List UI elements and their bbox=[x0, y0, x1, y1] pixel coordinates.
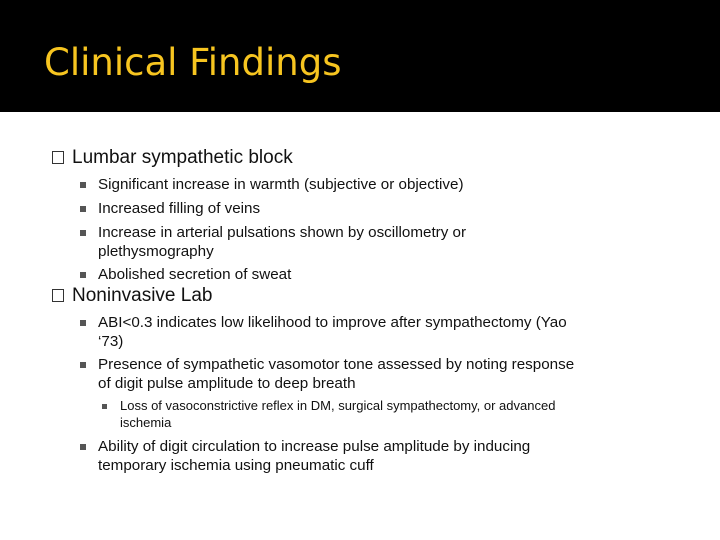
sub-list-item-text: Loss of vasoconstrictive reflex in DM, surgical sympathectomy, or advanced bbox=[120, 398, 556, 413]
section-heading-text: Lumbar sympathetic block bbox=[72, 147, 293, 168]
section-heading-noninvasive bbox=[52, 285, 212, 307]
list-item-text: ABI<0.3 indicates low likelihood to improve after sympathectomy (Yao bbox=[98, 314, 567, 331]
square-bullet-icon bbox=[102, 404, 107, 409]
square-bullet-icon bbox=[80, 320, 86, 326]
section-heading-lumbar bbox=[52, 147, 293, 169]
list-item-text: Increased filling of veins bbox=[98, 200, 261, 217]
list-item-text: Significant increase in warmth (subjective or objective) bbox=[98, 176, 464, 193]
list-item-text-continued: of digit pulse amplitude to deep breath bbox=[98, 375, 356, 392]
list-item-text-continued: ‘73) bbox=[98, 333, 124, 350]
square-bullet-icon bbox=[80, 444, 86, 450]
square-bullet-icon bbox=[80, 230, 86, 236]
checkbox-bullet-icon bbox=[52, 151, 64, 164]
list-item-text-continued: plethysmography bbox=[98, 243, 214, 260]
checkbox-bullet-icon bbox=[52, 289, 64, 302]
square-bullet-icon bbox=[80, 206, 86, 212]
section-heading-text: Noninvasive Lab bbox=[72, 285, 213, 306]
square-bullet-icon bbox=[80, 272, 86, 278]
sub-list-item-text-continued: ischemia bbox=[120, 415, 172, 430]
square-bullet-icon bbox=[80, 182, 86, 188]
slide-title: Clinical Findings bbox=[44, 41, 342, 84]
square-bullet-icon bbox=[80, 362, 86, 368]
list-item-text: Increase in arterial pulsations shown by oscillometry or bbox=[98, 224, 467, 241]
list-item-text: Ability of digit circulation to increase pulse amplitude by inducing bbox=[98, 438, 531, 455]
list-item-text-continued: temporary ischemia using pneumatic cuff bbox=[98, 457, 374, 474]
list-item-text: Presence of sympathetic vasomotor tone assessed by noting response bbox=[98, 356, 575, 373]
list-item-text: Abolished secretion of sweat bbox=[98, 266, 292, 283]
